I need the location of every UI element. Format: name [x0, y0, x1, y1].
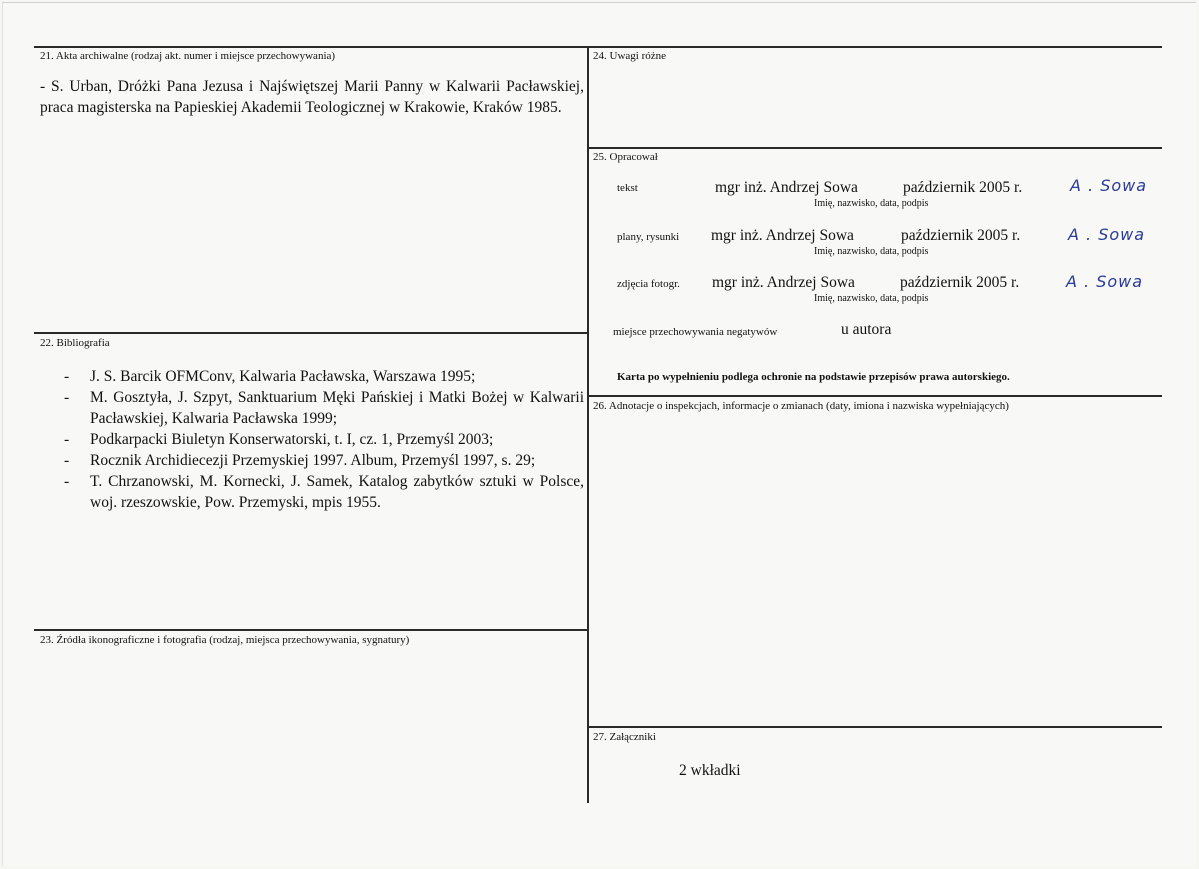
divider-vertical [587, 46, 589, 803]
divider-top-left [34, 46, 588, 48]
author-row-date: październik 2005 r. [901, 227, 1021, 244]
author-row-caption: Imię, nazwisko, data, podpis [814, 246, 929, 257]
bibliography-list [64, 366, 584, 513]
divider-s26 [588, 395, 1162, 397]
section-27-label: 27. Załączniki [593, 731, 656, 743]
attachments-value: 2 wkładki [679, 762, 741, 779]
bibliography-item: - J. S. Barcik OFMConv, Kalwaria Pacławska, Warszawa 1995; [64, 366, 584, 387]
author-row-date: październik 2005 r. [903, 179, 1023, 196]
section-26-label: 26. Adnotacje o inspekcjach, informacje o zmianach (daty, imiona i nazwiska wypełniających) [593, 400, 1009, 412]
author-signature: A . Sowa [1068, 225, 1146, 244]
section-21-text: - S. Urban, Dróżki Pana Jezusa i Najświętszej Marii Panny w Kalwarii Pacławskiej, praca magisterska na Papieskiej Akademii Teologicznej w Krakowie, Kraków 1985. [40, 78, 584, 116]
author-row-caption: Imię, nazwisko, data, podpis [814, 293, 929, 304]
author-signature: A . Sowa [1066, 272, 1144, 291]
author-row-name: mgr inż. Andrzej Sowa [712, 274, 855, 291]
negatives-label: miejsce przechowywania negatywów [613, 326, 778, 338]
section-24-label: 24. Uwagi różne [593, 50, 667, 62]
divider-s22 [34, 332, 588, 334]
bibliography-item: - M. Gosztyła, J. Szpyt, Sanktuarium Męki Pańskiej i Matki Bożej w Kalwarii Pacławskiej, Kalwaria Pacławska 1999; [64, 387, 584, 429]
section-22-label: 22. Bibliografia [40, 337, 110, 349]
author-row-kind: zdjęcia fotogr. [617, 278, 680, 290]
author-row-date: październik 2005 r. [900, 274, 1020, 291]
author-row-name: mgr inż. Andrzej Sowa [711, 227, 854, 244]
copyright-note: Karta po wypełnieniu podlega ochronie na podstawie przepisów prawa autorskiego. [617, 371, 1010, 383]
divider-top-right [588, 46, 1162, 48]
author-row-name: mgr inż. Andrzej Sowa [715, 179, 858, 196]
section-23-label: 23. Źródła ikonograficzne i fotografia (rodzaj, miejsca przechowywania, sygnatury) [40, 634, 410, 646]
divider-s23 [34, 629, 588, 631]
bibliography-item: - Rocznik Archidiecezji Przemyskiej 1997. Album, Przemyśl 1997, s. 29; [64, 450, 584, 471]
section-25-label: 25. Opracował [593, 151, 658, 163]
divider-s27 [588, 726, 1162, 728]
bibliography-item: - Podkarpacki Biuletyn Konserwatorski, t. I, cz. 1, Przemyśl 2003; [64, 429, 584, 450]
divider-s25 [588, 147, 1162, 149]
bibliography-item: - T. Chrzanowski, M. Kornecki, J. Samek, Katalog zabytków sztuki w Polsce, woj. rzeszowskie, Pow. Przemyski, mpis 1955. [64, 471, 584, 513]
author-signature: A . Sowa [1070, 176, 1148, 195]
author-row-kind: tekst [617, 182, 638, 194]
section-21-label: 21. Akta archiwalne (rodzaj akt. numer i miejsce przechowywania) [40, 50, 336, 62]
negatives-value: u autora [841, 321, 892, 338]
author-row-caption: Imię, nazwisko, data, podpis [814, 198, 929, 209]
author-row-kind: plany, rysunki [617, 231, 680, 243]
